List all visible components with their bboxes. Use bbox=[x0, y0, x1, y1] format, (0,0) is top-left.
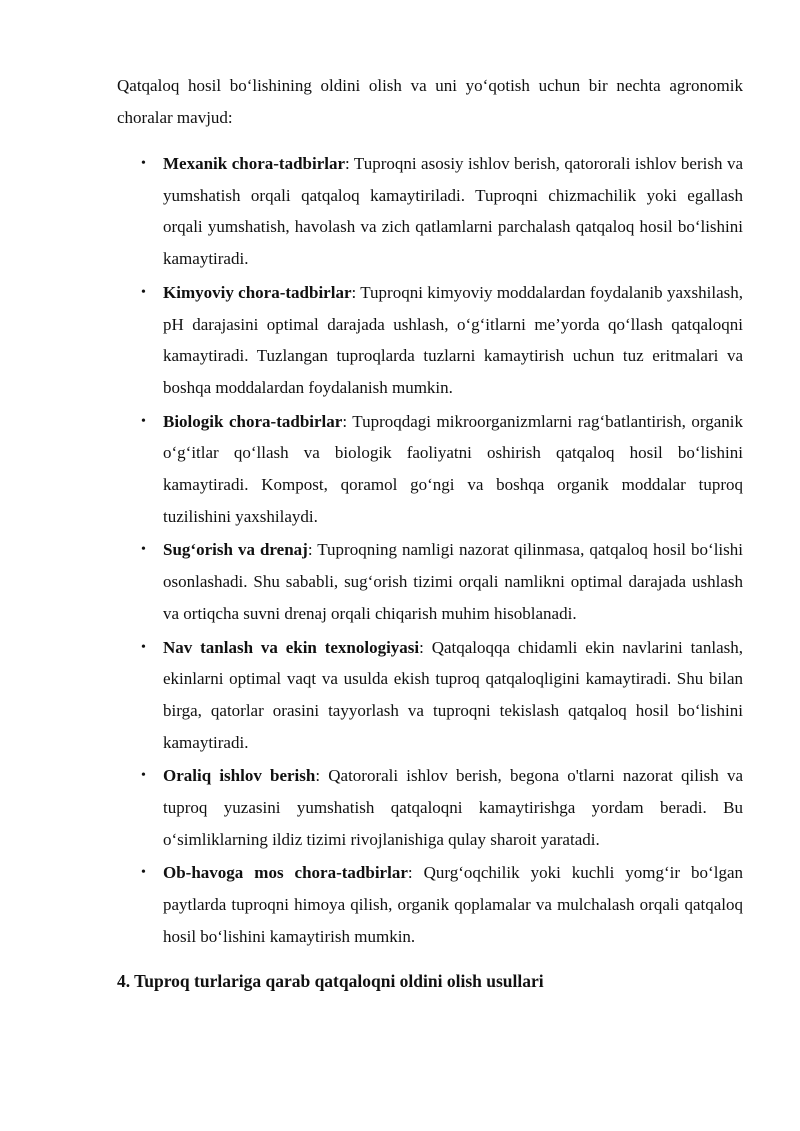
item-term: Oraliq ishlov berish bbox=[163, 766, 316, 786]
intro-paragraph: Qatqaloq hosil bo‘lishining oldini olish va uni yo‘qotish uchun bir nechta agronomik choralar mavjud: bbox=[117, 76, 743, 127]
bullet-icon: • bbox=[141, 865, 146, 881]
item-term: Ob-havoga mos chora-tadbirlar bbox=[163, 863, 408, 883]
item-text: : Tuproqni asosiy ishlov berish, qatororali ishlov berish va yumshatish orqali qatqaloq kamaytiriladi. Tuproqni chizmachilik yoki egallash orqali yumshatish, havolash va zich qatlamlarni parchalash qatqaloq hosil bo‘lishini kamaytiradi. bbox=[163, 154, 743, 269]
bullet-icon: • bbox=[141, 768, 146, 784]
item-term: Mexanik chora-tadbirlar bbox=[163, 154, 346, 173]
item-term: Biologik chora-tadbirlar bbox=[163, 411, 343, 431]
bullet-icon: • bbox=[141, 639, 146, 655]
item-text: : Qurg‘oqchilik yoki kuchli yomg‘ir bo‘lgan paytlarda tuproqni himoya qilish, organik qoplamalar va mulchalash orqali qatqaloq hosil bo‘lishini kamaytirish mumkin. bbox=[163, 863, 743, 946]
bullet-icon: • bbox=[141, 413, 146, 429]
bullet-icon: • bbox=[141, 284, 146, 300]
item-term: Sug‘orish va drenaj bbox=[163, 540, 308, 560]
document-page bbox=[117, 70, 743, 997]
item-term: Nav tanlash va ekin texnologiyasi bbox=[163, 637, 420, 657]
item-text: : Tuproqdagi mikroorganizmlarni rag‘batlantirish, organik o‘g‘itlar qo‘llash va biologik faoliyatni oshirish qatqaloq hosil bo‘lishini kamaytiradi. Kompost, qoramol go‘ngi va boshqa organik moddalar tuproq tuzilishini yaxshilaydi. bbox=[163, 411, 743, 526]
list-item bbox=[117, 632, 743, 759]
list-item bbox=[117, 760, 743, 855]
item-text: : Tuproqni kimyoviy moddalardan foydalanib yaxshilash, pH darajasini optimal darajada ushlash, o‘g‘itlarni me’yorda qo‘llash qatqaloqni kamaytiradi. Tuzlangan tuproqlarda tuzlarni kamaytirish uchun tuz eritmalari va boshqa moddalardan foydalanish mumkin. bbox=[163, 282, 743, 397]
list-item bbox=[117, 857, 743, 952]
item-text: : Tuproqning namligi nazorat qilinmasa, qatqaloq hosil bo‘lishi osonlashadi. Shu sababli, sug‘orish tizimi orqali namlikni optimal darajada ushlash va ortiqcha suvni drenaj orqali chiqarish muhim hisoblanadi. bbox=[163, 540, 743, 623]
bullet-icon: • bbox=[141, 156, 146, 171]
list-item bbox=[117, 406, 743, 533]
list-item bbox=[117, 148, 743, 275]
item-text: : Qatororali ishlov berish, begona o'tlarni nazorat qilish va tuproq yuzasini yumshatish qatqaloqni kamaytirishga yordam beradi. Bu o‘simliklarning ildiz tizimi rivojlanishiga qulay sharoit yaratadi. bbox=[163, 766, 743, 849]
section-heading: 4. Tuproq turlariga qarab qatqaloqni oldini olish usullari bbox=[117, 970, 544, 991]
measures-list bbox=[117, 148, 743, 953]
item-term: Kimyoviy chora-tadbirlar bbox=[163, 282, 352, 302]
list-item bbox=[117, 534, 743, 629]
item-text: : Qatqaloqqa chidamli ekin navlarini tanlash, ekinlarni optimal vaqt va usulda ekish tuproq qatqaloqligini kamaytiradi. Shu bilan birga, qatorlar orasini tayyorlash va tuproqni tekislash qatqaloq hosil bo‘lishini kamaytiradi. bbox=[163, 637, 743, 752]
bullet-icon: • bbox=[141, 542, 146, 558]
list-item bbox=[117, 277, 743, 404]
